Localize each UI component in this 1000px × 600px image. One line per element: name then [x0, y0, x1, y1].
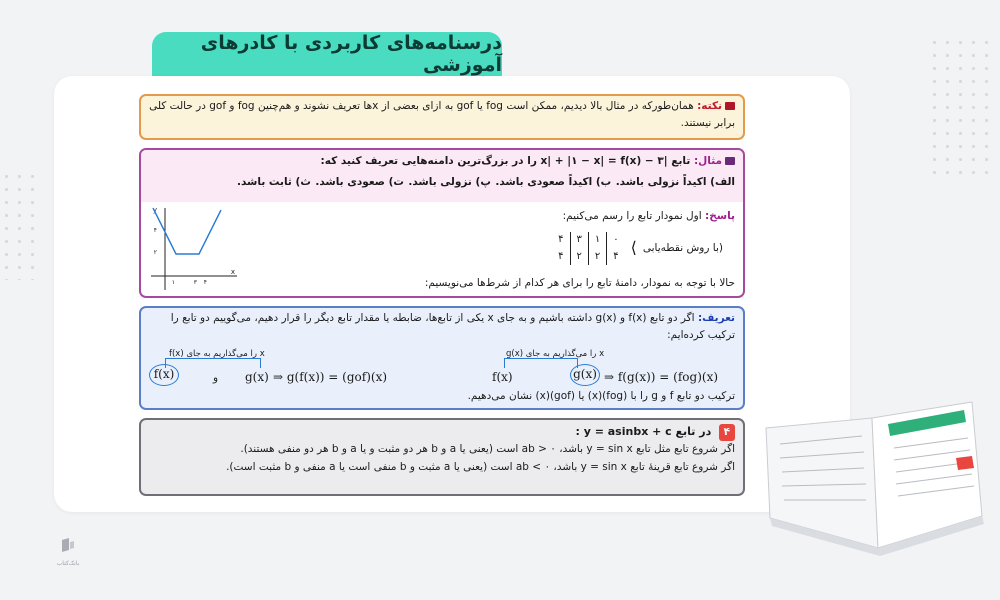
method-label: (با روش نقطه‌یابی	[642, 241, 723, 254]
definition-tag: تعریف:	[697, 312, 735, 324]
gof-f: f(x)	[153, 367, 175, 382]
definition-text: اگر دو تابع f(x) و g(x) داشته باشیم و به جای x یکی از تابع‌ها، ضابطه یا مقدار تابع دیگر را قرار دهیم، می‌گوییم دو تابع را ترکیب کرده‌ایم:	[170, 312, 735, 342]
option-c: پ) نزولی باشد.	[408, 176, 491, 189]
x-axis-label: x	[230, 268, 235, 276]
note-text: همان‌طورکه در مثال بالا دیدیم، ممکن است fog یا gof به ازای بعضی از xها تعریف نشوند و هم‌چنین fog و gof در حالت کلی برابر نیستند.	[149, 100, 735, 130]
answer-line	[563, 208, 735, 225]
gof-result: ⇒ g(f(x)) = (gof)(x)	[273, 370, 388, 384]
option-e: ث) ثابت باشد.	[237, 176, 311, 189]
rule-box	[139, 418, 745, 496]
note-tag: نکته:	[697, 100, 722, 112]
example-body	[141, 202, 743, 298]
gof-arrow-label: f(x) را می‌گذاریم به جای x	[169, 349, 265, 359]
brand-name: بانک‌کتاب	[56, 560, 80, 567]
example-header	[141, 150, 743, 202]
content-card	[54, 76, 850, 512]
and-label: و	[213, 372, 219, 384]
book-illustration	[760, 398, 990, 558]
definition-footer: ترکیب دو تابع f و g را با (fog)(x) یا (gof)(x) نشان می‌دهیم.	[467, 389, 735, 402]
decor-dots-left	[0, 170, 40, 280]
rule-number-badge: ۴	[719, 424, 735, 441]
table-bracket: ⟩	[630, 238, 637, 258]
composition-gof	[143, 349, 403, 386]
example-tag: مثال:	[693, 155, 722, 167]
fog-f: f(x)	[492, 370, 513, 384]
example-question: تابع |۳ − x| + |۱ − x| = f(x) را در بزرگ‌ترین دامنه‌هایی تعریف کنید که:	[320, 155, 691, 167]
x-tick: ۳	[193, 279, 197, 286]
option-a: الف) اکیداً نزولی باشد.	[615, 176, 735, 189]
x-tick: ۱	[171, 279, 175, 286]
table-col: ۴ ۴	[558, 234, 564, 262]
rule-line-2: اگر شروع تابع قرینهٔ تابع y = sin x باشد، ab < ۰ است (یعنی یا a مثبت و b منفی است یا a منفی و b مثبت است).	[226, 460, 735, 473]
brand-icon	[59, 536, 77, 558]
table-col: ۳ ۲	[570, 232, 588, 265]
decor-dots-right	[928, 36, 988, 176]
y-tick: ۲	[153, 249, 157, 256]
option-d: ت) صعودی باشد.	[315, 176, 404, 189]
gof-g: g(x)	[245, 370, 269, 384]
fog-g-circle	[570, 364, 600, 386]
answer-text: اول نمودار تابع را رسم می‌کنیم:	[562, 210, 702, 222]
function-curve	[153, 208, 221, 254]
fog-result: ⇒ f(g(x)) = (fog)(x)	[604, 370, 719, 384]
fog-arrow	[504, 358, 578, 368]
rule-title: در تابع y = asinbx + c :	[575, 425, 712, 438]
point-table	[552, 232, 723, 265]
table-col: ۱ ۲	[588, 232, 606, 265]
x-tick: ۴	[203, 279, 207, 286]
y-axis-label: y	[152, 206, 157, 214]
example-conclusion: حالا با توجه به نمودار، دامنهٔ تابع را برای هر کدام از شرط‌ها می‌نویسیم:	[424, 276, 735, 289]
fog-arrow-label: g(x) را می‌گذاریم به جای x	[506, 349, 605, 359]
brand-logo	[52, 536, 84, 567]
example-options	[149, 174, 735, 191]
example-box	[139, 148, 745, 298]
composition-fog	[486, 349, 736, 386]
page-title: درسنامه‌های کاربردی با کادرهای آموزشی	[152, 32, 502, 76]
book-marker	[956, 456, 974, 470]
example-question-row	[149, 153, 735, 170]
option-b: ب) اکیداً صعودی باشد.	[495, 176, 612, 189]
value-table	[552, 232, 625, 265]
definition-box	[139, 306, 745, 410]
y-tick: ۴	[153, 227, 157, 234]
pencil-icon	[725, 157, 735, 165]
note-box	[139, 94, 745, 140]
gof-f-circle	[149, 364, 179, 386]
gof-arrow	[165, 358, 261, 368]
table-col: ۰ ۴	[606, 232, 624, 265]
answer-tag: پاسخ:	[705, 210, 735, 222]
rule-header	[149, 423, 735, 441]
function-graph	[145, 204, 241, 294]
fog-g: g(x)	[573, 367, 597, 382]
rule-line-1: اگر شروع تابع مثل تابع y = sin x باشد، ab > ۰ است (یعنی یا a و b هر دو مثبت و یا a و b هر دو منفی هستند).	[240, 443, 735, 456]
note-icon	[725, 102, 735, 110]
